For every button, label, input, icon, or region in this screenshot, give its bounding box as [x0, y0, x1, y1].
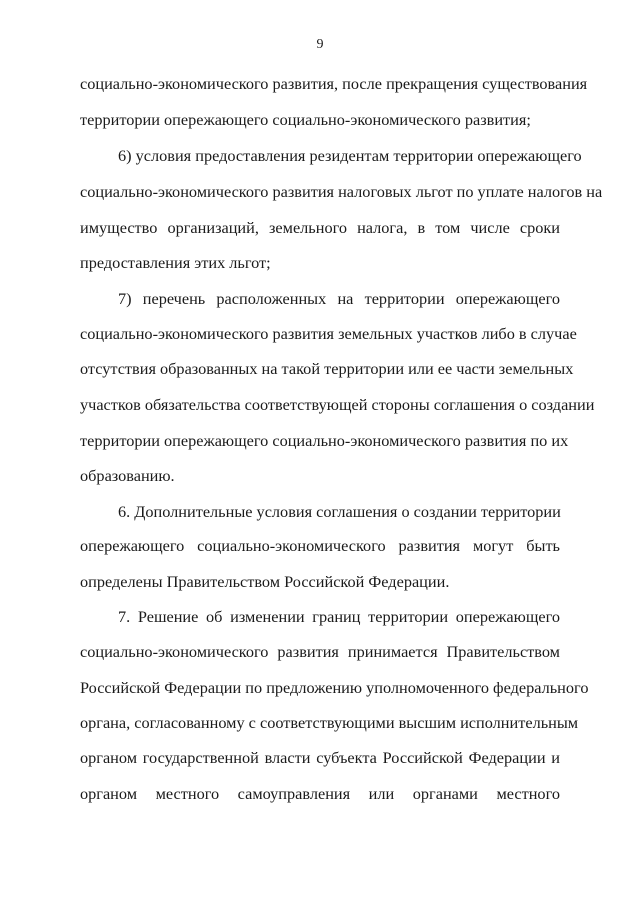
- text-line: социально-экономического развития принимается Правительством: [80, 642, 560, 661]
- text-line: социально-экономического развития земельных участков либо в случае: [80, 324, 577, 343]
- text-line: Российской Федерации по предложению уполномоченного федерального: [80, 678, 589, 697]
- text-line: территории опережающего социально-экономического развития по их: [80, 431, 569, 450]
- text-line: социально-экономического развития, после прекращения существования: [80, 74, 588, 93]
- text-line: образованию.: [80, 466, 175, 485]
- text-line: определены Правительством Российской Федерации.: [80, 572, 450, 591]
- text-line: органа, согласованному с соответствующими высшим исполнительным: [80, 713, 579, 732]
- text-line: социально-экономического развития налоговых льгот по уплате налогов на: [80, 182, 603, 201]
- text-line: участков обязательства соответствующей стороны соглашения о создании: [80, 395, 595, 414]
- text-line: 6) условия предоставления резидентам территории опережающего: [118, 146, 582, 165]
- text-line: предоставления этих льгот;: [80, 253, 271, 272]
- page-number: 9: [316, 37, 324, 52]
- text-line: имущество организаций, земельного налога, в том числе сроки: [80, 218, 560, 237]
- text-line: опережающего социально-экономического развития могут быть: [80, 536, 560, 555]
- text-line: 7. Решение об изменении границ территории опережающего: [118, 607, 560, 626]
- text-line: 7) перечень расположенных на территории опережающего: [118, 289, 560, 308]
- text-line: отсутствия образованных на такой территории или ее части земельных: [80, 359, 574, 378]
- text-line: территории опережающего социально-экономического развития;: [80, 110, 531, 129]
- text-line: органом местного самоуправления или органами местного: [80, 784, 560, 803]
- text-line: органом государственной власти субъекта Российской Федерации и: [80, 748, 560, 767]
- text-line: 6. Дополнительные условия соглашения о создании территории: [118, 502, 561, 521]
